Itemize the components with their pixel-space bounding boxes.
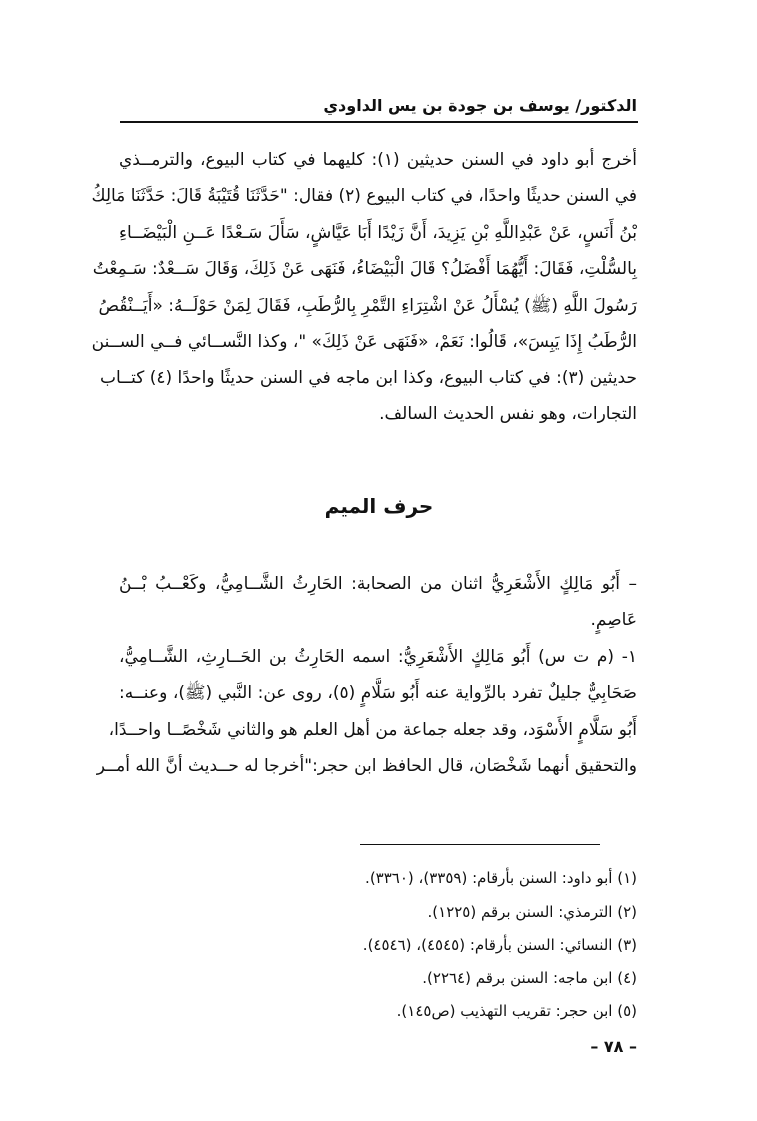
entry-line: ١- (م ت س) أَبُو مَالِكٍ الأَشْعَرِيُّ: اسمه الحَارِثُ بن الحَــارِثِ، الشَّــامِيُّ، xyxy=(119,647,637,667)
body-line: حديثين (٣): في كتاب البيوع، وكذا ابن ماجه في السنن حديثًا واحدًا (٤) كتــاب xyxy=(99,368,637,388)
entry-line: أَبُو سَلَّامٍ الأَسْوَد، وقد جعله جماعة من أهل العلم هو والثاني شَخْصًــا واحــدًا، xyxy=(108,720,637,740)
footnote-rule xyxy=(360,844,600,845)
section-heading: حرف الميم xyxy=(324,494,434,518)
body-line: الرُّطَبُ إِذَا يَبِسَ»، قَالُوا: نَعَمْ، «فَنَهَى عَنْ ذَلِكَ» "، وكذا النَّســائي فــي الســنن xyxy=(91,332,637,352)
body-line: بْنُ أَنَسٍ، عَنْ عَبْدِاللَّهِ بْنِ يَزِيدَ، أَنَّ زَيْدًا أَبَا عَيَّاشٍ، سَأَلَ سَـعْدًا عَــنِ الْبَيْضَــاءِ xyxy=(119,223,637,243)
body-line: رَسُولَ اللَّهِ (ﷺ) يُسْأَلُ عَنْ اشْتِرَاءِ التَّمْرِ بِالرُّطَبِ، فَقَالَ لِمَنْ حَوْلَــهُ: «أَيَــنْقُصُ xyxy=(98,296,637,316)
body-line: في السنن حديثًا واحدًا، في كتاب البيوع (٢) فقال: "حَدَّثَنَا قُتَيْبَةُ قَالَ: حَدَّثَنَا مَالِكُ xyxy=(91,186,637,206)
entry-line: والتحقيق أنهما شَخْصَان، قال الحافظ ابن حجر:"أخرجا له حــديث أنَّ الله أمــر xyxy=(96,756,637,776)
body-line: أخرج أبو داود في السنن حديثين (١): كليهما في كتاب البيوع، والترمــذي xyxy=(119,150,638,170)
body-line: بِالسُّلْتِ، فَقَالَ: أَيُّهُمَا أَفْضَلُ؟ قَالَ الْبَيْضَاءُ، فَنَهَى عَنْ ذَلِكَ، وَقَالَ سَــعْدٌ: سَـمِعْتُ xyxy=(92,259,637,279)
running-header-author: الدكتور/ يوسف بن جودة بن يس الداودي xyxy=(323,96,637,115)
entry-line: – أَبُو مَالِكٍ الأَشْعَرِيُّ اثنان من الصحابة: الحَارِثُ الشَّــامِيُّ، وكَعْــبُ بْــنُ xyxy=(119,574,637,594)
footnote: (٤) ابن ماجه: السنن برقم (٢٢٦٤). xyxy=(422,969,637,987)
page-number: – ٧٨ – xyxy=(590,1037,637,1056)
entry-line: صَحَابِيٌّ جليلٌ تفرد بالرِّواية عنه أَبُو سَلَّامٍ (٥)، روى عن: النَّبي (ﷺ)، وعنــه: xyxy=(119,683,637,703)
header-rule xyxy=(120,121,638,123)
footnote: (٥) ابن حجر: تقريب التهذيب (ص١٤٥). xyxy=(396,1002,637,1020)
footnote: (٣) النسائي: السنن بأرقام: (٤٥٤٥)، (٤٥٤٦). xyxy=(362,936,637,954)
footnote: (٢) الترمذي: السنن برقم (١٢٢٥). xyxy=(427,903,637,921)
entry-line: عَاصِمٍ. xyxy=(590,610,637,630)
footnote: (١) أبو داود: السنن بأرقام: (٣٣٥٩)، (٣٣٦٠). xyxy=(365,869,637,887)
body-line: التجارات، وهو نفس الحديث السالف. xyxy=(379,404,637,424)
